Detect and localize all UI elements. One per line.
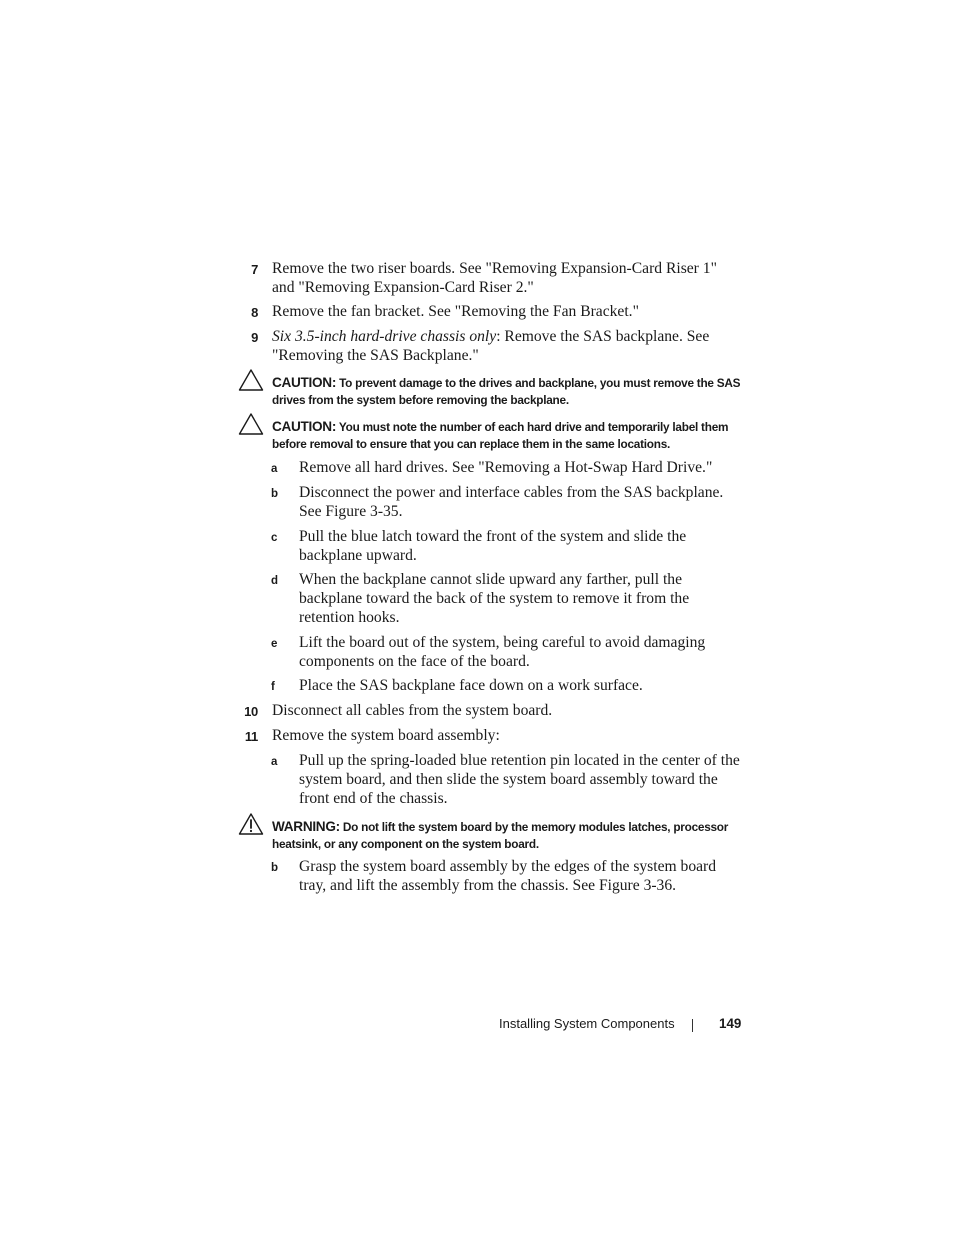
step-text: Disconnect all cables from the system board. (272, 702, 553, 719)
substep-letter: e (271, 638, 278, 650)
caution-text: To prevent damage to the drives and backplane, you must remove the SAS drives from the system before removing the backplane. (272, 376, 741, 407)
caution-label: CAUTION: (272, 375, 337, 390)
substep-letter: a (271, 463, 278, 475)
caution-label: CAUTION: (272, 419, 337, 434)
warning-triangle-icon (238, 812, 264, 836)
warning-label: WARNING: (272, 819, 340, 834)
substep-letter: f (271, 681, 275, 693)
substep-text: Pull up the spring-loaded blue retention pin located in the center of the system board, and then slide the system board assembly toward the front end of the chassis. (299, 752, 740, 807)
substep-text: Grasp the system board assembly by the edges of the system board tray, and lift the assembly from the chassis. See Figure 3-36. (299, 858, 717, 894)
footer-section-title: Installing System Components (499, 1016, 675, 1031)
warning-body (272, 818, 742, 853)
caution-body (272, 374, 742, 409)
footer-separator (692, 1019, 693, 1032)
substep-text: Place the SAS backplane face down on a work surface. (299, 677, 643, 694)
substep-text: Pull the blue latch toward the front of the system and slide the backplane upward. (299, 528, 687, 564)
step-instruction: : Remove the SAS backplane. See "Removing the SAS Backplane." (272, 328, 710, 364)
page-number: 149 (719, 1016, 742, 1031)
step-text (272, 327, 738, 365)
step-number: 7 (251, 262, 258, 277)
step-text: Remove the two riser boards. See "Removing Expansion-Card Riser 1" and "Removing Expansion-Card Riser 2." (272, 260, 717, 296)
substep-letter: a (271, 756, 278, 768)
step-number: 11 (244, 729, 258, 744)
substep-letter: d (271, 575, 279, 587)
step-number: 8 (251, 305, 258, 320)
caution-triangle-icon (238, 412, 264, 436)
step-number: 9 (251, 330, 258, 345)
caution-triangle-icon (238, 368, 264, 392)
step-text: Remove the system board assembly: (272, 727, 500, 744)
substep-letter: c (271, 532, 278, 544)
substep-letter: b (271, 488, 279, 500)
substep-letter: b (271, 862, 279, 874)
caution-body (272, 418, 742, 453)
step-qualifier: Six 3.5-inch hard-drive chassis only (272, 328, 497, 345)
warning-text: Do not lift the system board by the memory modules latches, processor heatsink, or any component on the system board. (272, 820, 729, 851)
substep-text: Disconnect the power and interface cables from the SAS backplane. See Figure 3-35. (299, 484, 724, 520)
step-text: Remove the fan bracket. See "Removing the Fan Bracket." (272, 303, 639, 320)
substep-text: When the backplane cannot slide upward any farther, pull the backplane toward the back of the system to remove it from the retention hooks. (299, 571, 690, 626)
caution-text: You must note the number of each hard drive and temporarily label them before removal to ensure that you can replace them in the same locations. (272, 420, 729, 451)
substep-text: Remove all hard drives. See "Removing a Hot-Swap Hard Drive." (299, 459, 713, 476)
step-number: 10 (244, 704, 258, 719)
substep-text: Lift the board out of the system, being careful to avoid damaging components on the face of the board. (299, 634, 706, 670)
